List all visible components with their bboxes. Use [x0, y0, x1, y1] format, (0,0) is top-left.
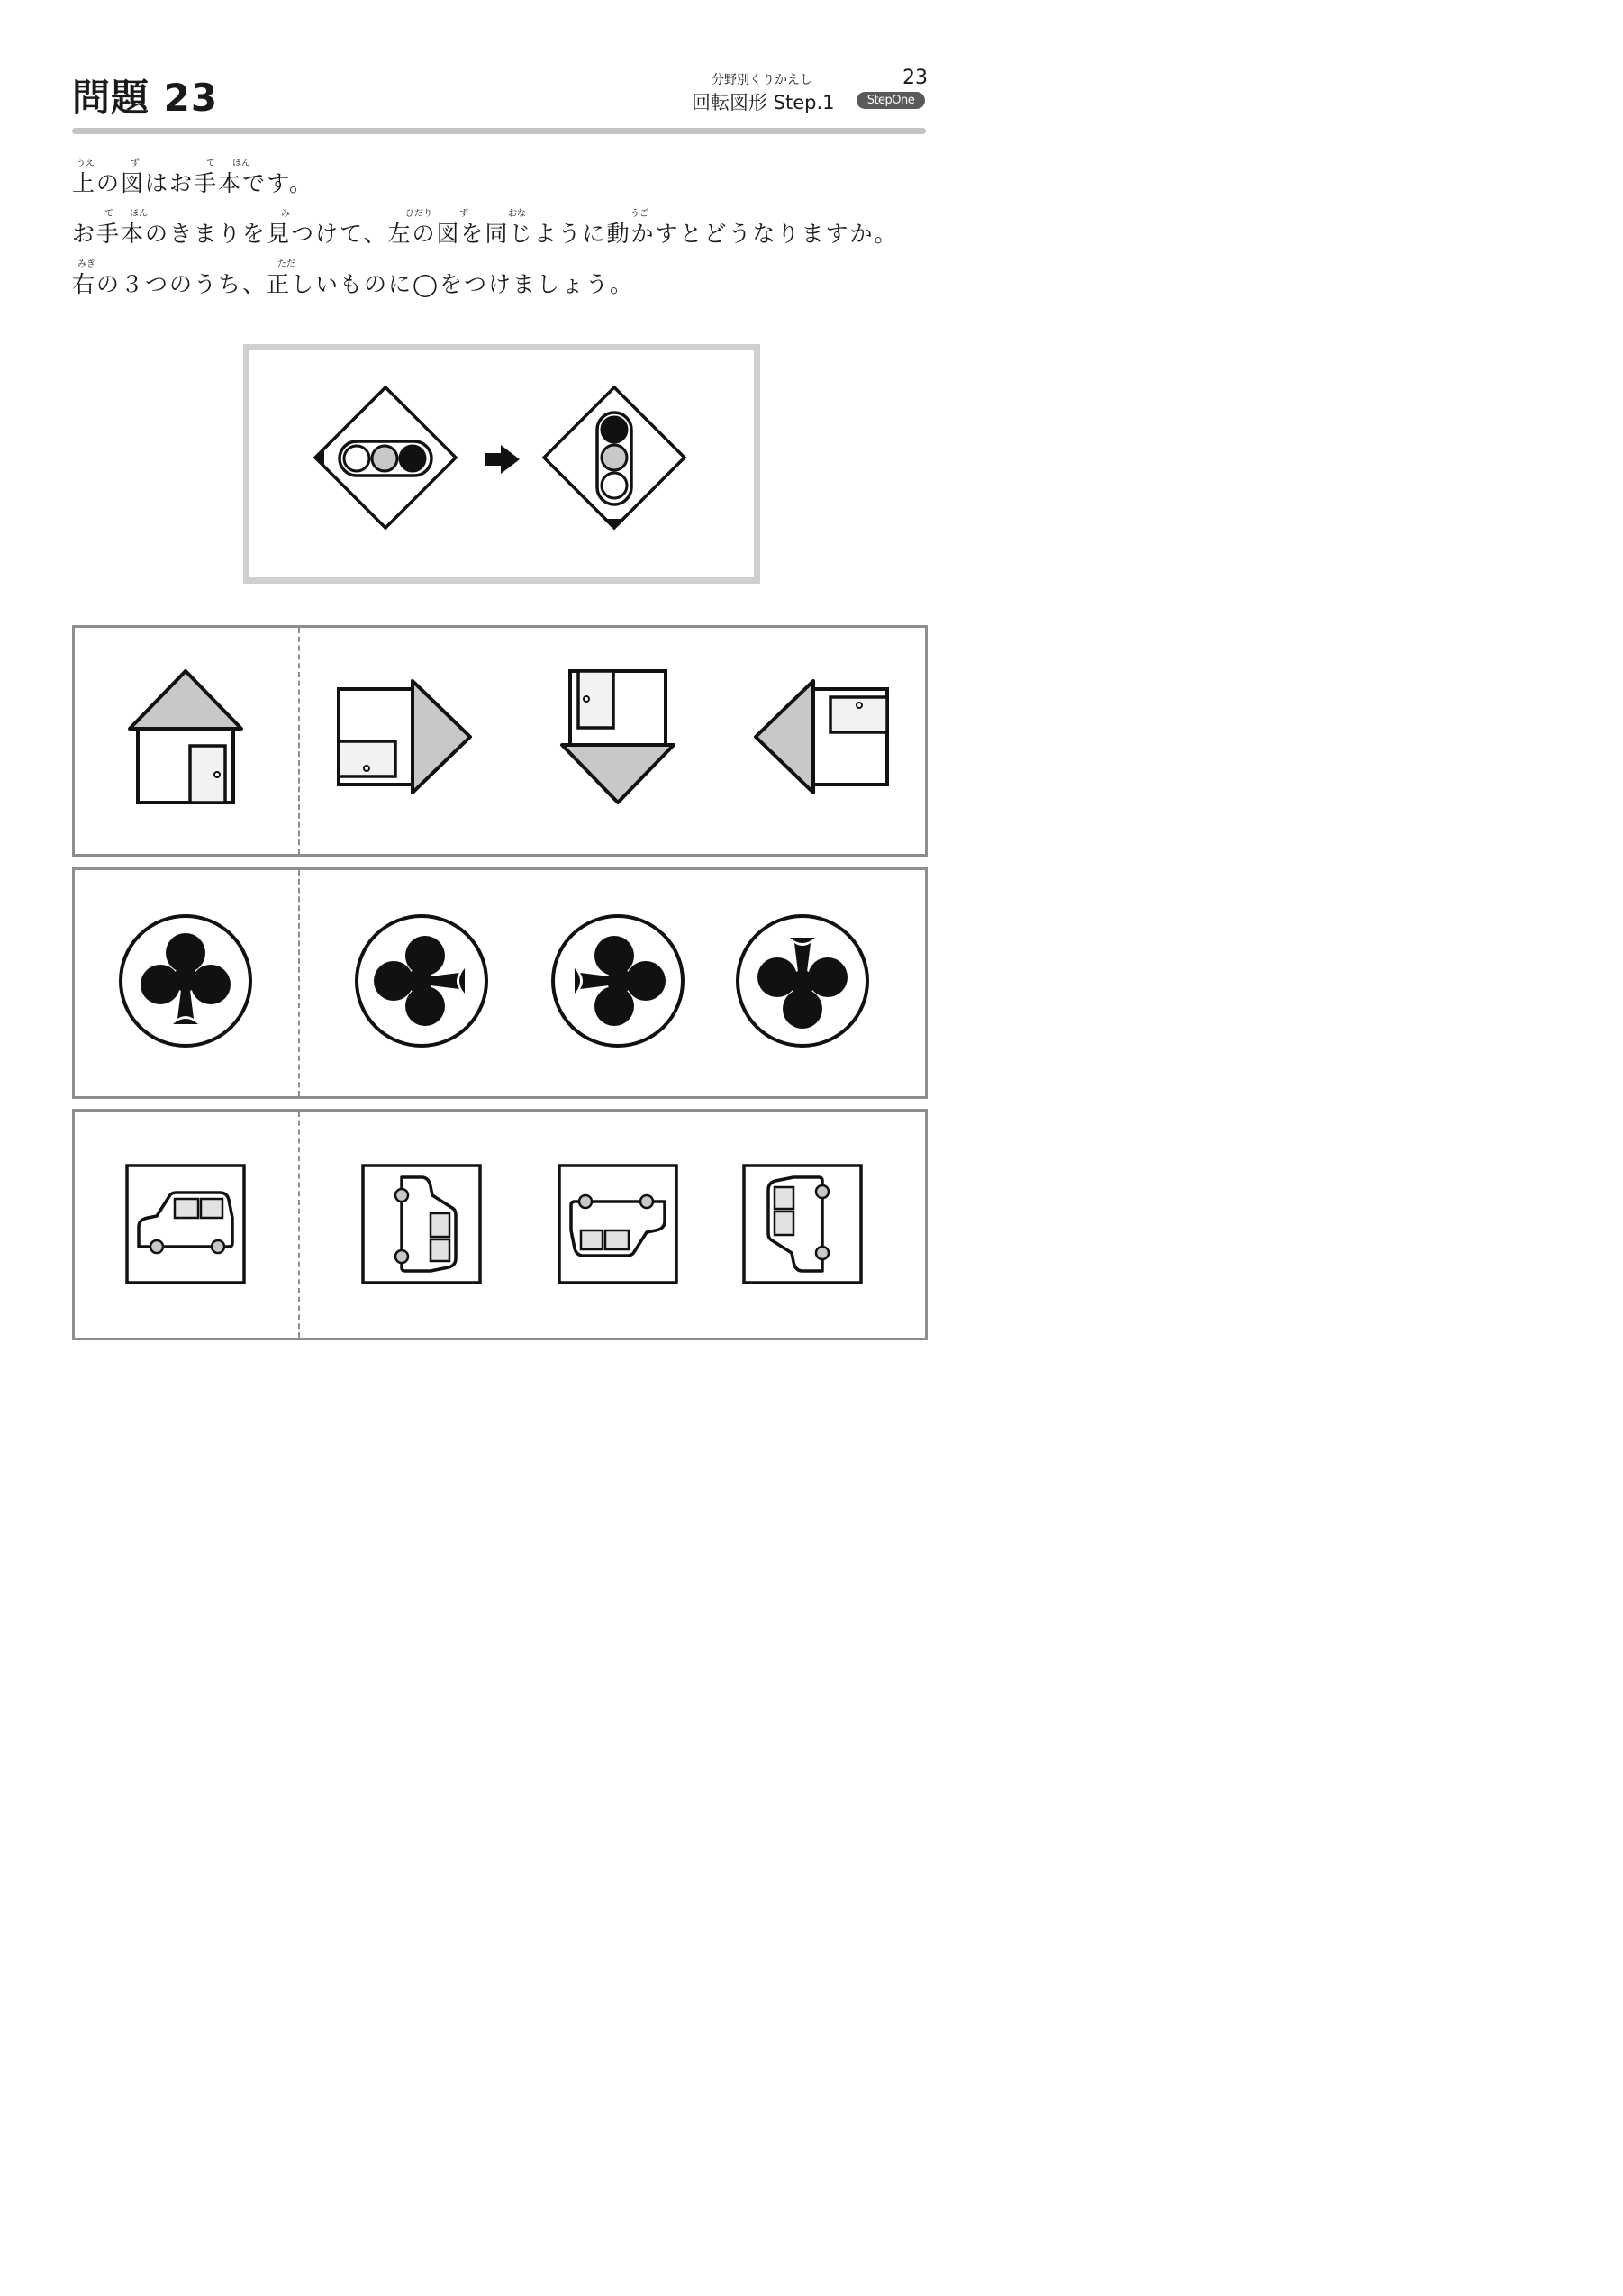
- furigana-migi: みぎ: [77, 259, 95, 269]
- page-number: 23: [902, 67, 928, 89]
- furigana-mi: み: [281, 209, 290, 219]
- instruction-line-3: 右の３つのうち、正しいものに◯をつけましょう。: [72, 271, 634, 297]
- furigana-ugo: うご: [630, 209, 648, 219]
- car-rotated-b-icon: [744, 1166, 861, 1283]
- question-figures: [0, 0, 993, 1404]
- club-rotated-right-icon: [357, 916, 486, 1046]
- house-rotated-left-icon: [756, 681, 887, 793]
- series-label: 分野別くりかえし: [712, 73, 812, 87]
- stepone-badge: StepOne: [857, 92, 925, 109]
- car-upside-down-icon: [559, 1166, 676, 1283]
- house-rotated-right-icon: [339, 681, 470, 793]
- page-title: 問題 23: [72, 76, 219, 120]
- furigana-hon-2: ほん: [130, 209, 148, 219]
- club-icon: [121, 916, 250, 1046]
- car-icon: [127, 1166, 244, 1283]
- furigana-te-2: て: [104, 209, 113, 219]
- furigana-te: て: [206, 159, 215, 168]
- car-rotated-a-icon: [363, 1166, 480, 1283]
- section-subtitle: 回転図形 Step.1: [692, 92, 835, 113]
- club-upside-down-icon: [738, 916, 867, 1046]
- furigana-ona: おな: [508, 209, 526, 219]
- furigana-ue: うえ: [77, 159, 95, 168]
- instruction-line-1: 上の図はお手本です。: [72, 170, 314, 196]
- club-rotated-left-icon: [553, 916, 683, 1046]
- furigana-zu: ず: [131, 159, 140, 168]
- furigana-hidari: ひだり: [405, 209, 432, 219]
- instruction-line-2: お手本のきまりを見つけて、左の図を同じように動かすとどうなりますか。: [72, 221, 899, 247]
- house-icon: [130, 671, 241, 803]
- furigana-zu-2: ず: [459, 209, 468, 219]
- furigana-tada: ただ: [277, 259, 295, 269]
- furigana-hon: ほん: [232, 159, 250, 168]
- house-upside-down-icon: [562, 671, 674, 803]
